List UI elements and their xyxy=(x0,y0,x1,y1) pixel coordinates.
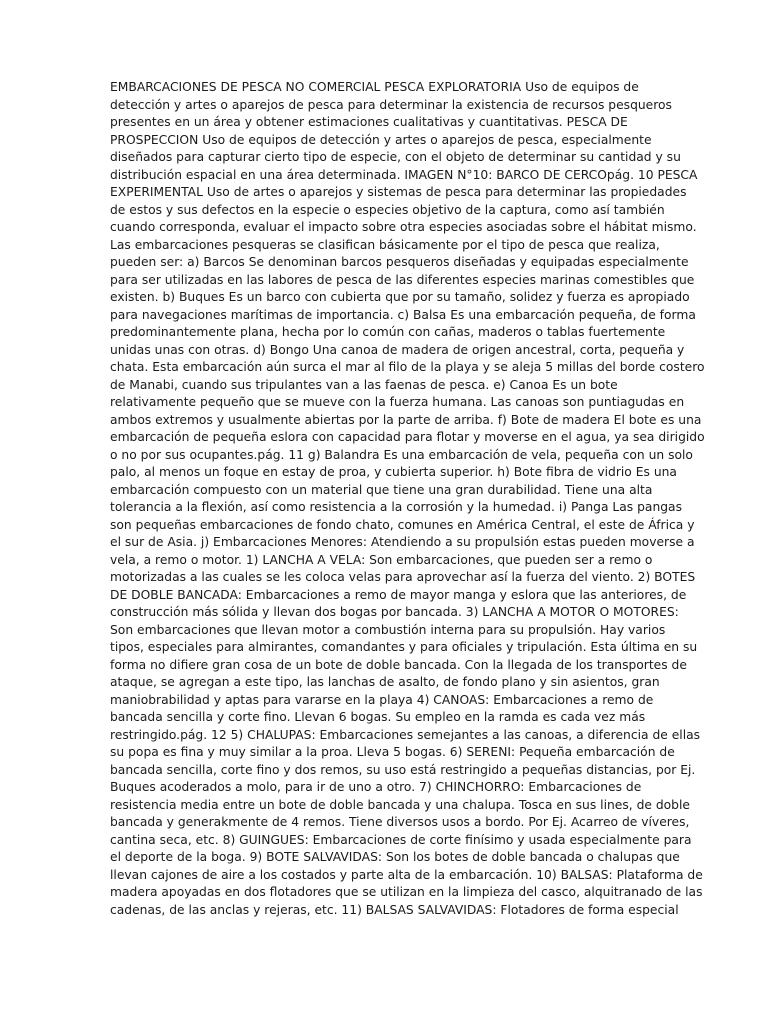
text-line: Son embarcaciones que llevan motor a combustión interna para su propulsión. Hay varios xyxy=(110,622,666,637)
text-line: bancada sencilla y corte fino. Llevan 6 bogas. Su empleo en la ramda es cada vez más xyxy=(110,710,646,724)
text-line: cuando corresponda, evaluar el impacto sobre otra especies asociadas sobre el hábitat mismo. xyxy=(110,220,697,234)
text-line: de Manabi, cuando sus tripulantes van a las faenas de pesca. e) Canoa Es un bote xyxy=(110,377,618,392)
text-line: unidas unas con otras. d) Bongo Una canoa de madera de origen ancestral, corta, pequeña y xyxy=(110,342,685,357)
text-line: predominantemente plana, hecha por lo común con cañas, maderos o tablas fuertemente xyxy=(110,325,666,339)
text-line: para ser utilizadas en las labores de pesca de las diferentes especies marinas comestibles que xyxy=(110,272,695,287)
text-line: tolerancia a la flexión, así como resistencia a la corrosión y la humedad. i) Panga Las pangas xyxy=(110,500,682,514)
text-line: madera apoyadas en dos flotadores que se utilizan en la limpieza del casco, alquitranado de las xyxy=(110,885,703,899)
text-line: llevan cajones de aire a los costados y parte alta de la embarcación. 10) BALSAS: Plataforma de xyxy=(110,867,703,882)
text-line: bancada sencilla, corte fino y dos remos, su uso está restringido a pequeñas distancias, por Ej. xyxy=(110,762,696,777)
text-line: resistencia media entre un bote de doble bancada y una chalupa. Tosca en sus lines, de doble xyxy=(110,797,690,812)
text-line: el deporte de la boga. 9) BOTE SALVAVIDAS: Son los botes de doble bancada o chalupas que xyxy=(110,850,680,864)
text-line: cadenas, de las anclas y rejeras, etc. 11) BALSAS SALVAVIDAS: Flotadores de forma especial xyxy=(110,902,679,917)
text-line: construcción más sólida y llevan dos bogas por bancada. 3) LANCHA A MOTOR O MOTORES: xyxy=(110,605,679,619)
text-line: motorizadas a las cuales se les coloca velas para aprovechar así la fuerza del viento. 2) BOTES xyxy=(110,570,696,584)
text-line: EMBARCACIONES DE PESCA NO COMERCIAL PESCA EXPLORATORIA Uso de equipos de xyxy=(110,80,639,94)
text-line: embarcación compuesto con un material que tiene una gran durabilidad. Tiene una alta xyxy=(110,482,653,497)
text-line: son pequeñas embarcaciones de fondo chato, comunes en América Central, el este de África y xyxy=(110,517,695,532)
text-line: de estos y sus defectos en la especie o especies objetivo de la captura, como así también xyxy=(110,202,665,217)
text-line: existen. b) Buques Es un barco con cubierta que por su tamaño, solidez y fuerza es apropiado xyxy=(110,290,690,304)
text-line: su popa es fina y muy similar a la proa. Lleva 5 bogas. 6) SERENI: Pequeña embarcación de xyxy=(110,745,675,759)
text-line: Buques acoderados a molo, para ir de uno a otro. 7) CHINCHORRO: Embarcaciones de xyxy=(110,780,642,794)
text-line: EXPERIMENTAL Uso de artes o aparejos y sistemas de pesca para determinar las propiedades xyxy=(110,185,687,199)
text-line: restringido.pág. 12 5) CHALUPAS: Embarcaciones semejantes a las canoas, a diferencia de ellas xyxy=(110,727,701,742)
text-line: embarcación de pequeña eslora con capacidad para flotar y moverse en el agua, ya sea dirigido xyxy=(110,430,705,444)
text-line: PROSPECCION Uso de equipos de detección y artes o aparejos de pesca, especialmente xyxy=(110,132,652,147)
text-line: Las embarcaciones pesqueras se clasifican básicamente por el tipo de pesca que realiza, xyxy=(110,237,660,252)
text-line: detección y artes o aparejos de pesca para determinar la existencia de recursos pesqueros xyxy=(110,97,672,112)
body-text xyxy=(110,79,705,919)
text-line: vela, a remo o motor. 1) LANCHA A VELA: Son embarcaciones, que pueden ser a remo o xyxy=(110,552,653,567)
text-line: cantina seca, etc. 8) GUINGUES: Embarcaciones de corte finísimo y usada especialmente para xyxy=(110,832,692,847)
text-line: presentes en un área y obtener estimaciones cualitativas y cuantitativas. PESCA DE xyxy=(110,115,628,129)
text-line: palo, al menos un foque en estay de proa, y cubierta superior. h) Bote fibra de vidrio Es una xyxy=(110,465,677,479)
text-line: o no por sus ocupantes.pág. 11 g) Balandra Es una embarcación de vela, pequeña con un solo xyxy=(110,447,693,462)
text-line: ataque, se agregan a este tipo, las lanchas de asalto, de fondo plano y sin asientos, gran xyxy=(110,675,660,689)
text-line: maniobrabilidad y aptas para vararse en la playa 4) CANOAS: Embarcaciones a remo de xyxy=(110,692,654,707)
text-line: pueden ser: a) Barcos Se denominan barcos pesqueros diseñadas y equipadas especialmente xyxy=(110,255,689,269)
text-line: tipos, especiales para almirantes, comandantes y para oficiales y tripulación. Esta última en su xyxy=(110,640,698,654)
text-line: el sur de Asia. j) Embarcaciones Menores: Atendiendo a su propulsión estas pueden moverse a xyxy=(110,535,695,549)
text-line: relativamente pequeño que se mueve con la fuerza humana. Las canoas son puntiagudas en xyxy=(110,395,685,409)
text-line: para navegaciones marítimas de importancia. c) Balsa Es una embarcación pequeña, de forma xyxy=(110,307,696,322)
text-line: forma no difiere gran cosa de un bote de doble bancada. Con la llegada de los transportes de xyxy=(110,657,687,672)
text-line: chata. Esta embarcación aún surca el mar al filo de la playa y se aleja 5 millas del borde costero xyxy=(110,360,705,374)
text-line: distribución espacial en una área determinada. IMAGEN N°10: BARCO DE CERCOpág. 10 PESCA xyxy=(110,167,698,182)
text-line: DE DOBLE BANCADA: Embarcaciones a remo de mayor manga y eslora que las anteriores, de xyxy=(110,587,687,602)
text-line: diseñados para capturar cierto tipo de especie, con el objeto de determinar su cantidad y su xyxy=(110,150,681,164)
text-line: bancada y generakmente de 4 remos. Tiene diversos usos a bordo. Por Ej. Acarreo de víveres, xyxy=(110,815,690,829)
text-line: ambos extremos y usualmente abiertas por la parte de arriba. f) Bote de madera El bote es una xyxy=(110,412,702,427)
